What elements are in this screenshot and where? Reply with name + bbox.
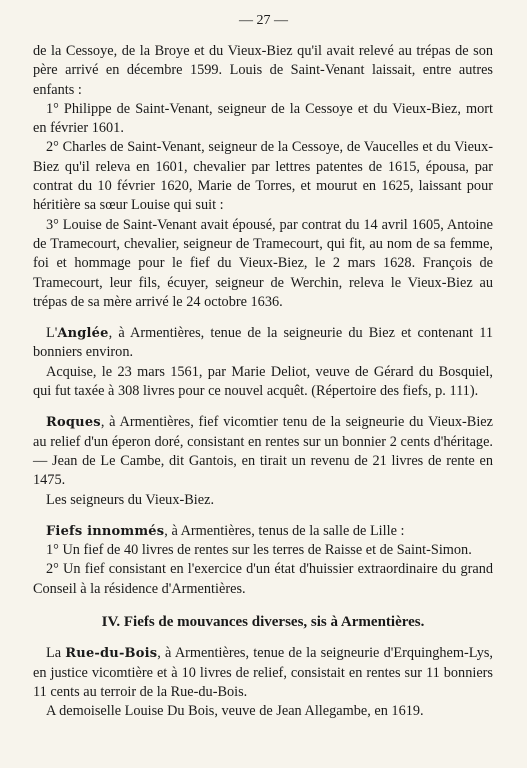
paragraph-continuation: de la Cessoye, de la Broye et du Vieux-Biez qu'il avait relevé au trépas de son père arrivé en décembre 1599. Louis de Saint-Venant laissait, entre autres enfants :	[33, 43, 493, 98]
section-heading: IV. Fiefs de mouvances diverses, sis à Armentières.	[101, 614, 425, 631]
entry-roques	[33, 413, 493, 490]
entry-rue-du-bois-prefix: La	[46, 645, 66, 662]
entry-fiefs-item-1: 1° Un fief de 40 livres de rentes sur les terres de Raisse et de Saint-Simon.	[46, 542, 472, 559]
entry-fiefs-item-2: 2° Un fief consistant en l'exercice d'un état d'huissier extraordinaire du grand Conseil à la résidence d'Armentières.	[33, 561, 493, 597]
entry-rue-du-bois-text: , à Armentières, tenue de la seigneurie d'Erquinghem-Lys, en justice vicomtière et à 10 livres de relief, consistait en rentes sur 11 bonniers 11 cents au terroir de la Rue-du-Bois.	[33, 645, 493, 700]
entry-anglee-text: , à Armentières, tenue de la seigneurie du Biez et contenant 11 bonniers environ.	[33, 325, 493, 361]
entry-anglee-acquisition: Acquise, le 23 mars 1561, par Marie Deliot, veuve de Gérard du Bosquiel, qui fut taxée à 308 livres pour ce nouvel acquêt. (Répertoire des fiefs, p. 111).	[33, 363, 493, 400]
entry-anglee-prefix: L'	[46, 325, 58, 342]
entry-rue-du-bois-owner: A demoiselle Louise Du Bois, veuve de Jean Allegambe, en 1619.	[46, 703, 424, 720]
entry-anglee-keyword: Anglée	[57, 326, 109, 342]
entry-rue-du-bois	[33, 644, 493, 702]
entry-anglee	[33, 324, 493, 363]
entry-fiefs	[33, 522, 493, 541]
entry-fiefs-keyword: Fiefs innommés	[46, 523, 165, 539]
entry-roques-owners: Les seigneurs du Vieux-Biez.	[46, 491, 215, 508]
entry-rue-du-bois-keyword: Rue-du-Bois	[65, 646, 158, 662]
paragraph-charles: 2° Charles de Saint-Venant, seigneur de la Cessoye, de Vaucelles et du Vieux-Biez qu'il releva en 1601, chevalier par lettres patentes de 1615, épousa, par contrat du 10 février 1620, Marie de Torres, et mourut en 1625, laissant pour héritière sa sœur Louise qui suit :	[33, 139, 493, 214]
entry-roques-text: , à Armentières, fief vicomtier tenu de la seigneurie du Vieux-Biez au relief d'un éperon doré, consistant en rentes sur un bonnier 2 cents d'héritage. — Jean de Le Cambe, dit Gantois, en tirait un revenu de 21 livres de rente en 1475.	[33, 414, 493, 489]
paragraph-philippe: 1° Philippe de Saint-Venant, seigneur de la Cessoye et du Vieux-Biez, mort en février 1601.	[33, 100, 493, 137]
page-number: — 27 —	[239, 13, 288, 28]
body-text	[33, 42, 493, 722]
paragraph-louise: 3° Louise de Saint-Venant avait épousé, par contrat du 14 avril 1605, Antoine de Tramecourt, chevalier, seigneur de Tramecourt, qui fit, au nom de sa femme, foi et hommage pour le fief du Vieux-Biez, le 2 mars 1628. François de Tramecourt, leur fils, écuyer, seigneur de Werchin, releva le Vieux-Biez au trépas de sa mère arrivé le 24 octobre 1636.	[33, 216, 493, 310]
entry-roques-keyword: Roques	[46, 415, 101, 431]
entry-fiefs-text: , à Armentières, tenus de la salle de Lille :	[164, 522, 405, 539]
